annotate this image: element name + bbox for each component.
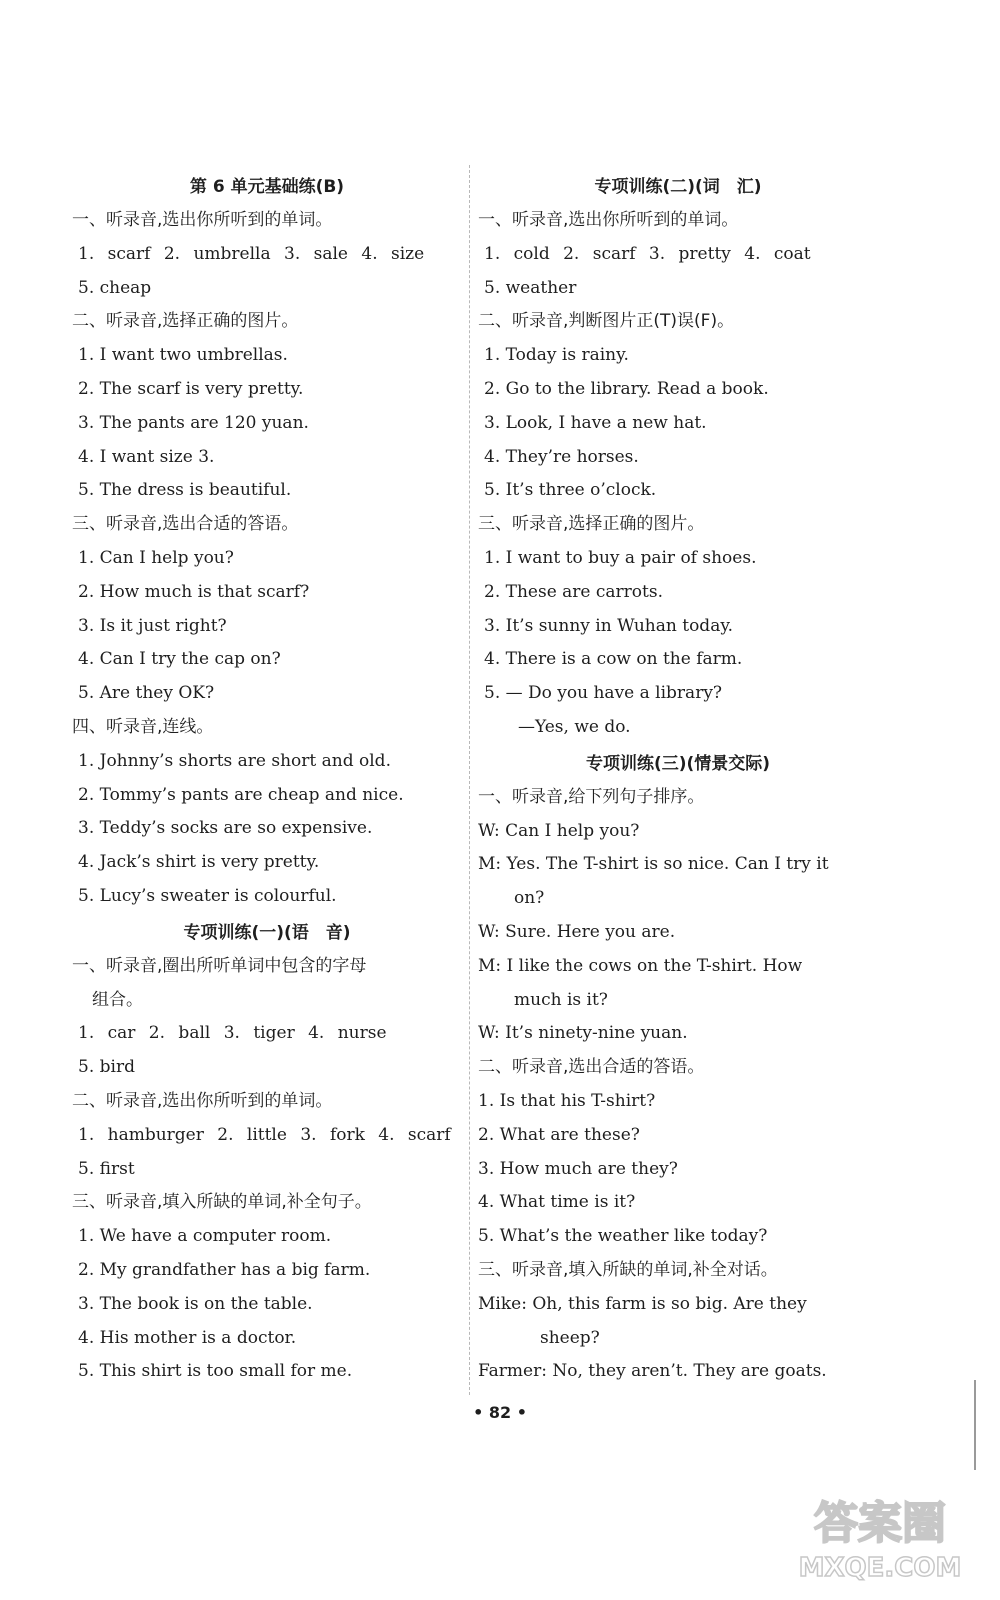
answer-line: 1. cold 2. scarf 3. pretty 4. coat — [484, 243, 811, 264]
answer-item: 2. These are carrots. — [484, 581, 663, 602]
answer-item: 5. — Do you have a library? — [484, 683, 723, 704]
right-column — [478, 168, 878, 1389]
dialogue-line: M: Yes. The T-shirt is so nice. Can I try it — [478, 854, 829, 875]
dialogue-line: Mike: Oh, this farm is so big. Are they — [478, 1293, 807, 1314]
answer-line: 1. car 2. ball 3. tiger 4. nurse — [78, 1023, 387, 1044]
answer-item: 2. What are these? — [478, 1124, 640, 1145]
answer-item: 4. There is a cow on the farm. — [484, 649, 743, 670]
question-heading: 一、听录音,给下列句子排序。 — [478, 786, 705, 807]
answer-item: 3. The book is on the table. — [78, 1293, 313, 1314]
answer-item: 5. What’s the weather like today? — [478, 1226, 768, 1247]
watermark-url: MXQE.COM — [798, 1553, 962, 1583]
answer-item: 2. Go to the library. Read a book. — [484, 378, 769, 399]
answer-item: 2. My grandfather has a big farm. — [78, 1259, 371, 1280]
question-heading: 四、听录音,连线。 — [72, 716, 214, 737]
question-heading: 二、听录音,选出你所听到的单词。 — [72, 1090, 333, 1111]
dialogue-line: M: I like the cows on the T-shirt. How — [478, 955, 803, 976]
answer-item: 5. Are they OK? — [78, 683, 215, 704]
page-edge-mark — [974, 1380, 976, 1470]
answer-item: 1. Can I help you? — [78, 547, 234, 568]
answer-item: 5. The dress is beautiful. — [78, 480, 292, 501]
answer-item: 2. How much is that scarf? — [78, 581, 310, 602]
answer-item: 1. Today is rainy. — [484, 345, 629, 366]
answer-item: 4. I want size 3. — [78, 446, 215, 467]
question-heading: 二、听录音,选择正确的图片。 — [72, 311, 299, 332]
question-heading: 一、听录音,圈出所听单词中包含的字母 — [72, 955, 367, 976]
dialogue-line: Farmer: No, they aren’t. They are goats. — [478, 1361, 827, 1382]
question-heading: 一、听录音,选出你所听到的单词。 — [478, 210, 739, 230]
answer-item: 4. What time is it? — [478, 1192, 636, 1213]
question-heading: 二、听录音,判断图片正(T)误(F)。 — [478, 311, 735, 332]
dialogue-line-cont: sheep? — [540, 1327, 600, 1348]
answer-item: 3. How much are they? — [478, 1158, 678, 1179]
answer-item-cont: —Yes, we do. — [518, 716, 631, 737]
left-column — [72, 168, 462, 1389]
answer-item: 3. The pants are 120 yuan. — [78, 412, 309, 433]
section-title-vocabulary: 专项训练(二)(词 汇) — [594, 177, 762, 197]
column-divider — [469, 165, 470, 1395]
page-number: • 82 • — [473, 1403, 527, 1422]
answer-item: 1. Is that his T-shirt? — [478, 1090, 656, 1111]
question-heading: 三、听录音,选择正确的图片。 — [478, 514, 705, 535]
section-title-unit6-b: 第 6 单元基础练(B) — [189, 177, 345, 197]
question-heading-cont: 组合。 — [92, 989, 143, 1010]
answer-item: 3. Teddy’s socks are so expensive. — [78, 818, 373, 839]
question-heading: 三、听录音,填入所缺的单词,补全句子。 — [72, 1192, 372, 1213]
answer-item: 4. Jack’s shirt is very pretty. — [78, 852, 320, 873]
answer-line: 1. hamburger 2. little 3. fork 4. scarf — [78, 1124, 451, 1145]
question-heading: 一、听录音,选出你所听到的单词。 — [72, 210, 333, 230]
answer-item: 1. I want two umbrellas. — [78, 345, 288, 366]
answer-item: 5. It’s three o’clock. — [484, 480, 657, 501]
answer-item: 1. We have a computer room. — [78, 1226, 332, 1247]
answer-line: 1. scarf 2. umbrella 3. sale 4. size — [78, 243, 425, 264]
question-heading: 三、听录音,选出合适的答语。 — [72, 514, 299, 535]
answer-item: 3. Is it just right? — [78, 615, 227, 636]
answer-item: 3. Look, I have a new hat. — [484, 412, 707, 433]
dialogue-line-cont: much is it? — [514, 989, 608, 1010]
question-heading: 三、听录音,填入所缺的单词,补全对话。 — [478, 1259, 778, 1280]
answer-item: 1. I want to buy a pair of shoes. — [484, 547, 757, 568]
section-title-situational: 专项训练(三)(情景交际) — [585, 753, 771, 774]
answer-line: 5. weather — [484, 277, 577, 298]
answer-item: 5. This shirt is too small for me. — [78, 1361, 353, 1382]
dialogue-line: W: Sure. Here you are. — [478, 921, 676, 942]
answer-item: 5. Lucy’s sweater is colourful. — [78, 885, 337, 906]
answer-line: 5. bird — [78, 1057, 135, 1078]
question-heading: 二、听录音,选出合适的答语。 — [478, 1057, 705, 1078]
answer-item: 4. They’re horses. — [484, 446, 639, 467]
answer-item: 4. His mother is a doctor. — [78, 1327, 297, 1348]
answer-line: 5. cheap — [78, 277, 152, 298]
watermark-chinese: 答案圈 — [814, 1498, 946, 1549]
answer-line: 5. first — [78, 1158, 135, 1179]
answer-item: 2. Tommy’s pants are cheap and nice. — [78, 784, 404, 805]
answer-item: 3. It’s sunny in Wuhan today. — [484, 615, 734, 636]
answer-item: 2. The scarf is very pretty. — [78, 378, 304, 399]
watermark-logo — [780, 1486, 980, 1586]
section-title-phonics: 专项训练(一)(语 音) — [183, 922, 351, 943]
dialogue-line: W: Can I help you? — [478, 820, 640, 841]
dialogue-line-cont: on? — [514, 888, 545, 909]
answer-item: 1. Johnny’s shorts are short and old. — [78, 750, 391, 771]
dialogue-line: W: It’s ninety-nine yuan. — [478, 1023, 688, 1044]
answer-item: 4. Can I try the cap on? — [78, 649, 281, 670]
